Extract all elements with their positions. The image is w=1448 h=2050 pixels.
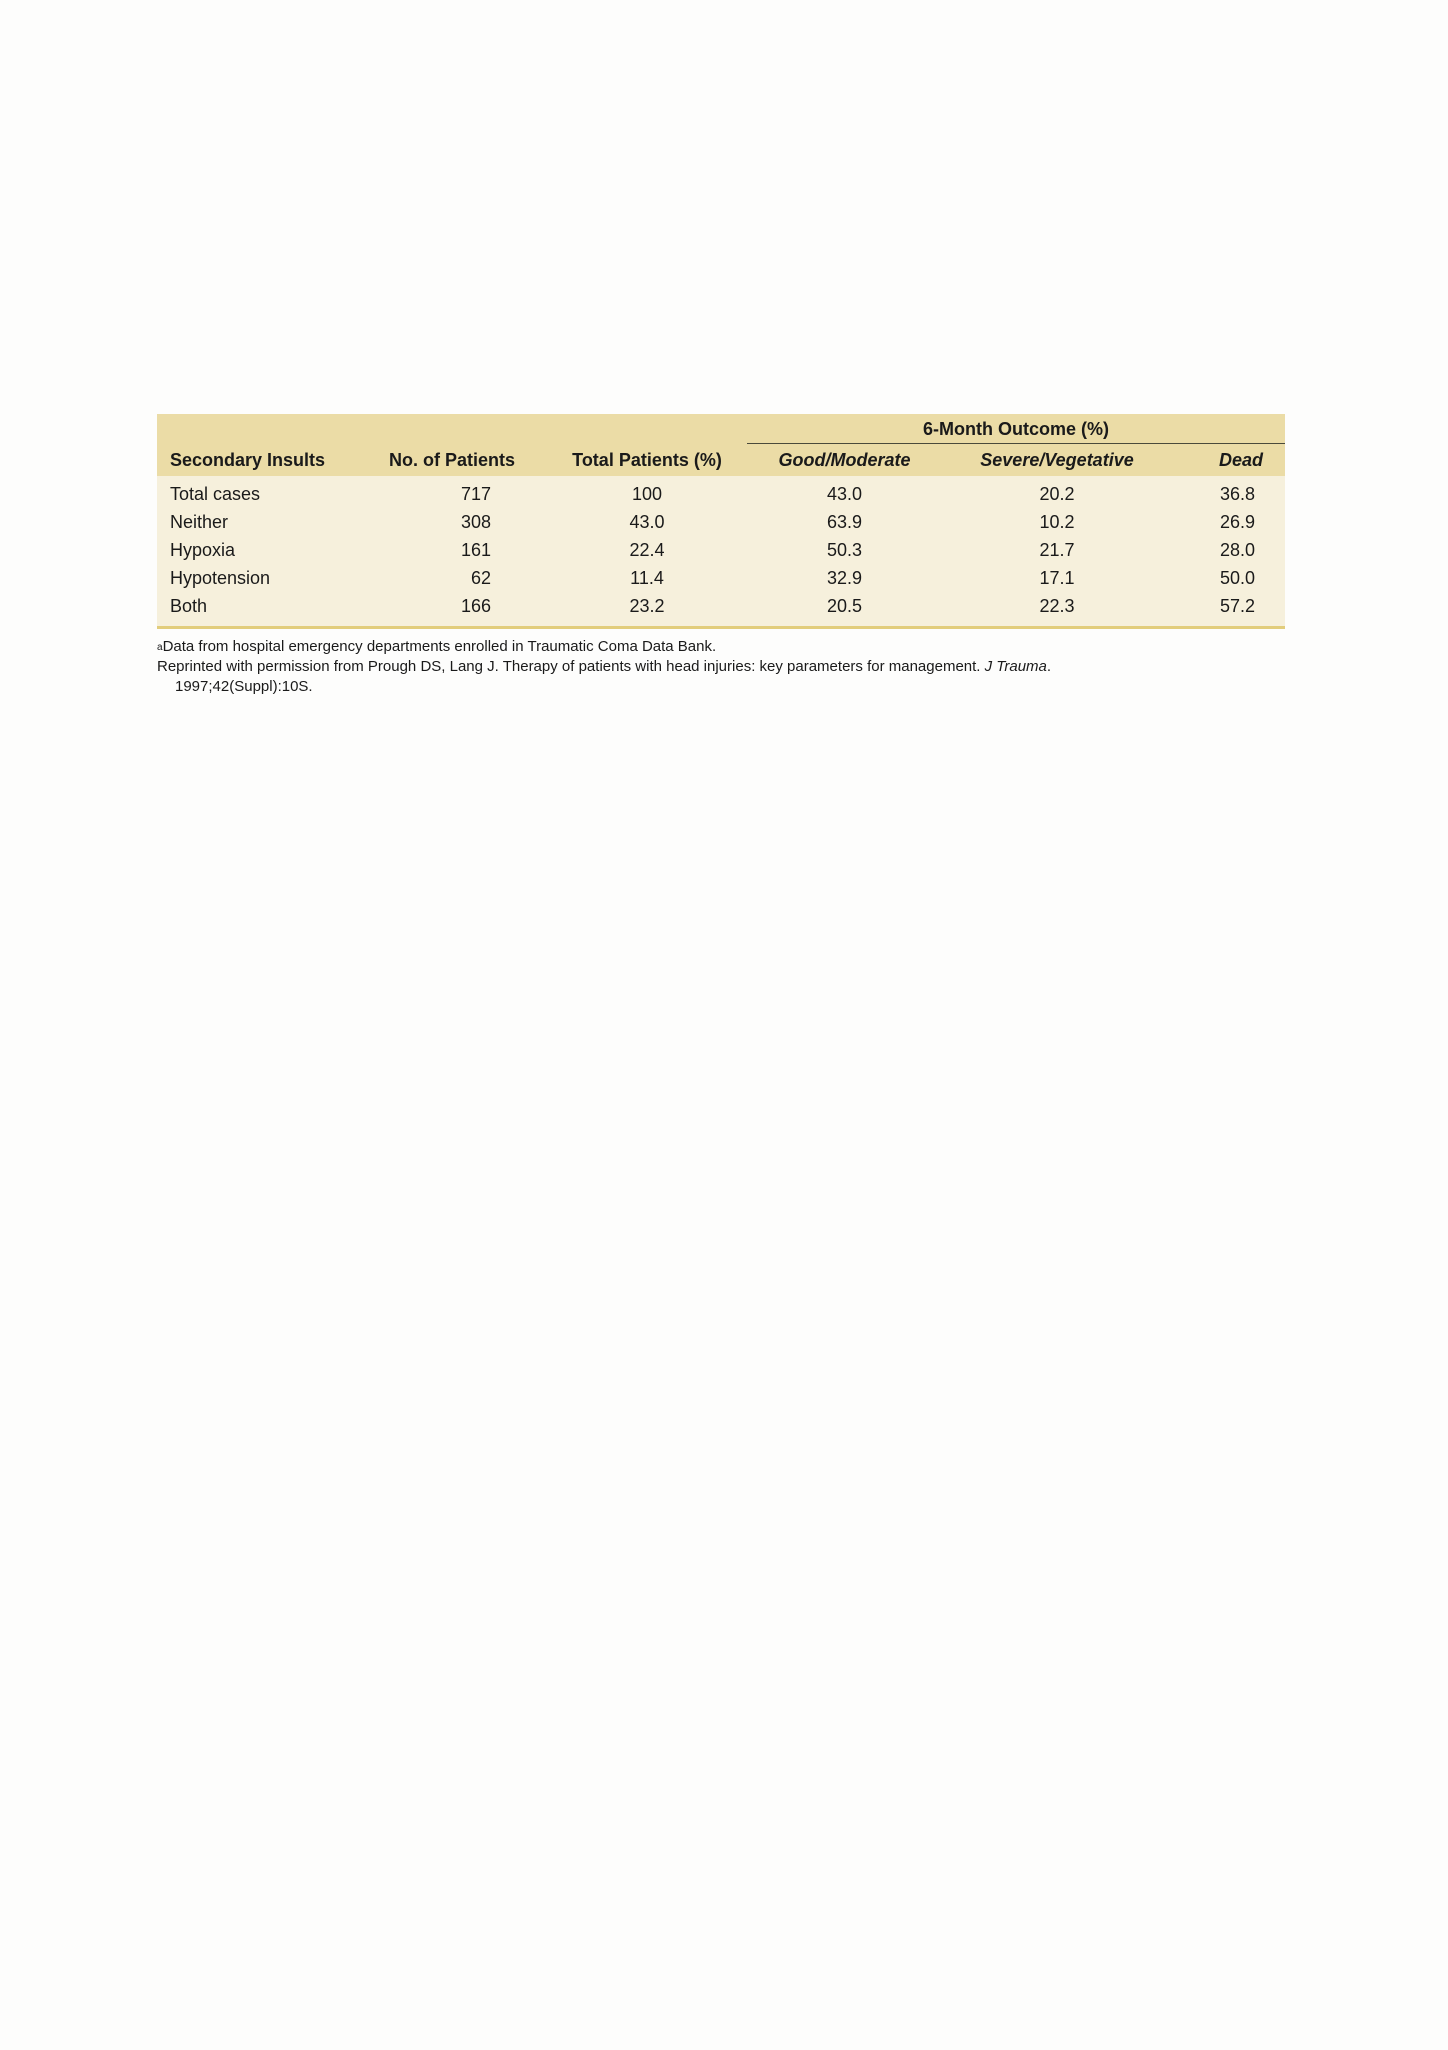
col-header-total-patients: Total Patients (%)	[572, 449, 722, 470]
footnote-reprint	[157, 657, 1285, 697]
footnote-marker: a	[157, 642, 163, 653]
journal-name: J Trauma	[984, 658, 1047, 675]
col-header-good-moderate: Good/Moderate	[778, 449, 911, 470]
cell-dead: 50.0	[1219, 567, 1255, 588]
col-header-secondary-insults: Secondary Insults	[170, 449, 326, 470]
journal-period: .	[1046, 658, 1052, 675]
cell-dead: 57.2	[1219, 595, 1255, 616]
outcome-group-header: 6-Month Outcome (%)	[747, 419, 1285, 444]
cell-total-percent: 23.2	[629, 595, 665, 616]
cell-dead: 28.0	[1219, 539, 1255, 560]
cell-insult: Neither	[170, 511, 229, 532]
citation-tail: 1997;42(Suppl):10S.	[175, 678, 313, 695]
table-header	[157, 414, 1285, 476]
header-spacer	[547, 414, 747, 444]
cell-good-moderate: 50.3	[826, 539, 863, 560]
cell-severe-vegetative: 17.1	[1039, 567, 1075, 588]
outcome-table-container	[157, 414, 1285, 697]
cell-insult: Hypotension	[170, 567, 271, 588]
reprint-text: Reprinted with permission from Prough DS, Lang J. Therapy of patients with head injuries: key parameters for management.	[157, 658, 981, 675]
table-row	[157, 536, 1285, 564]
header-group-cell	[747, 414, 1285, 444]
table-row	[157, 592, 1285, 626]
cell-insult: Hypoxia	[170, 539, 236, 560]
cell-good-moderate: 43.0	[826, 483, 863, 504]
cell-total-percent: 43.0	[629, 511, 665, 532]
cell-severe-vegetative: 10.2	[1039, 511, 1075, 532]
footnote-a-text: Data from hospital emergency departments enrolled in Traumatic Coma Data Bank.	[162, 638, 717, 655]
cell-num-patients: 166	[460, 595, 491, 616]
cell-dead: 36.8	[1219, 483, 1255, 504]
cell-insult: Total cases	[170, 483, 261, 504]
cell-num-patients: 62	[470, 567, 491, 588]
table-row	[157, 564, 1285, 592]
col-header-dead: Dead	[1218, 449, 1263, 470]
table-footnotes	[157, 637, 1285, 697]
cell-severe-vegetative: 22.3	[1039, 595, 1075, 616]
header-spacer	[157, 414, 357, 444]
cell-severe-vegetative: 21.7	[1039, 539, 1075, 560]
cell-severe-vegetative: 20.2	[1039, 483, 1075, 504]
cell-good-moderate: 32.9	[826, 567, 863, 588]
cell-dead: 26.9	[1219, 511, 1255, 532]
cell-num-patients: 308	[460, 511, 491, 532]
footnote-a	[157, 637, 1285, 657]
col-header-severe-vegetative: Severe/Vegetative	[980, 449, 1134, 470]
cell-total-percent: 22.4	[629, 539, 665, 560]
cell-insult: Both	[170, 595, 208, 616]
cell-good-moderate: 63.9	[826, 511, 863, 532]
header-spacer	[357, 414, 547, 444]
table-row	[157, 476, 1285, 508]
cell-good-moderate: 20.5	[826, 595, 863, 616]
cell-num-patients: 161	[460, 539, 491, 560]
header-group-row	[157, 414, 1285, 444]
table-body	[157, 476, 1285, 626]
col-header-no-of-patients: No. of Patients	[388, 449, 515, 470]
secondary-insults-outcome-table	[157, 414, 1285, 626]
table-row	[157, 508, 1285, 536]
header-column-row	[157, 444, 1285, 476]
cell-total-percent: 100	[631, 483, 663, 504]
cell-num-patients: 717	[460, 483, 491, 504]
cell-total-percent: 11.4	[630, 567, 664, 588]
table-bottom-rule	[157, 626, 1285, 629]
